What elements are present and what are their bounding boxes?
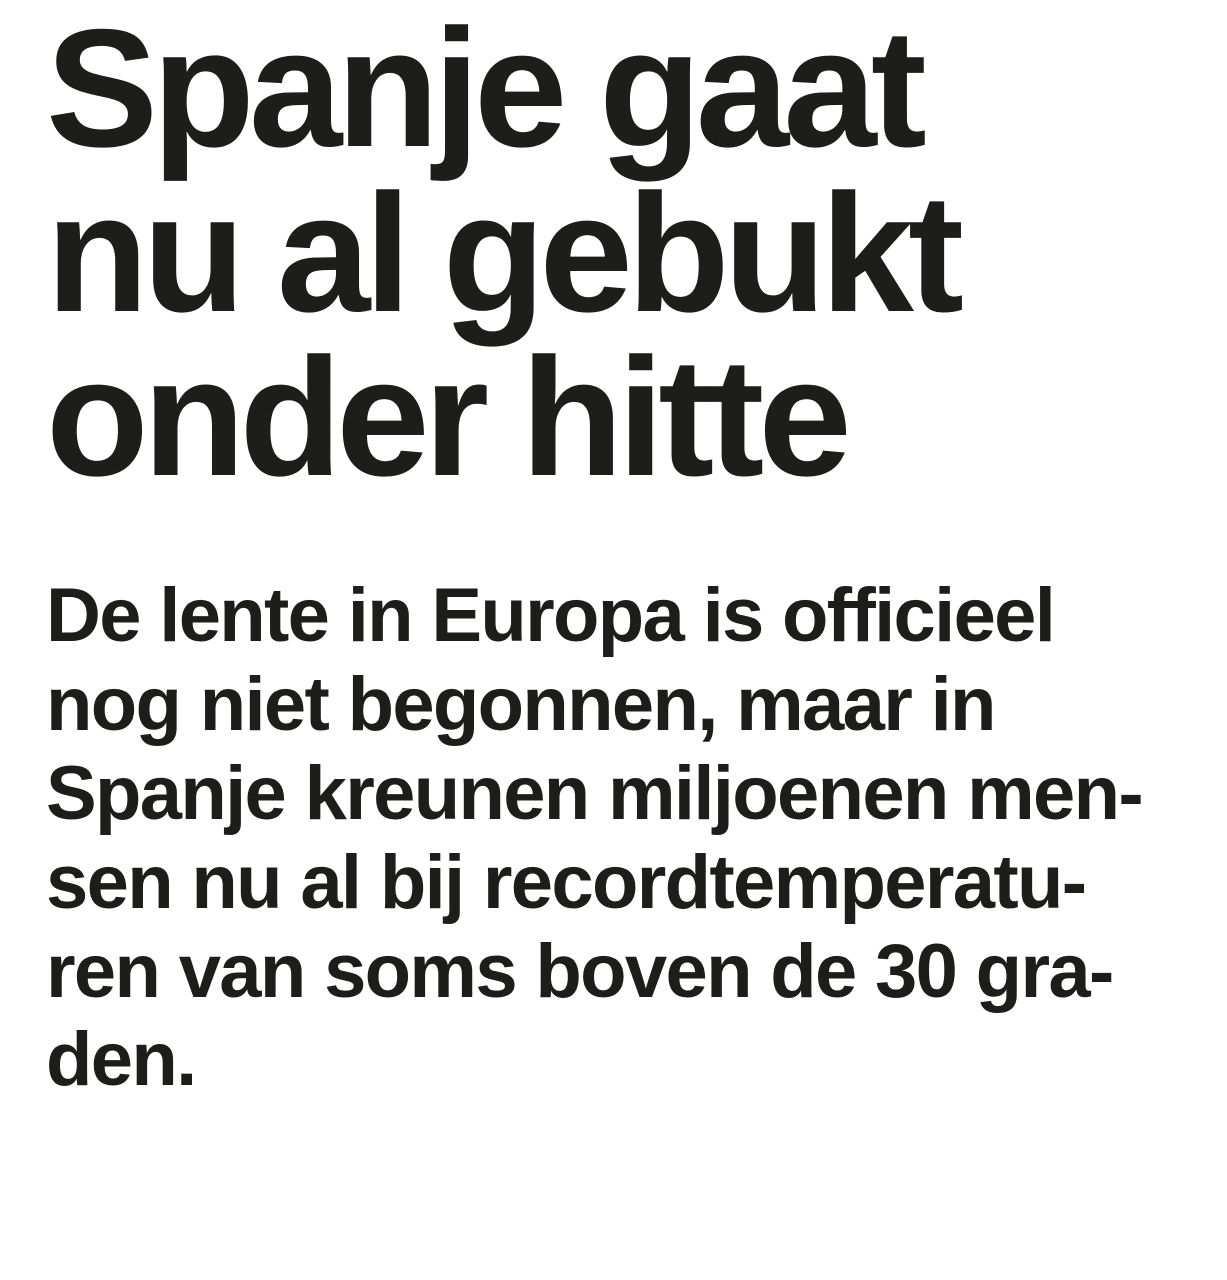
headline-line-1: Spanje gaat xyxy=(46,0,921,182)
article-standfirst xyxy=(46,500,1175,1105)
headline-line-2: nu al gebukt xyxy=(46,158,959,347)
headline-line-3: onder hitte xyxy=(46,323,846,512)
standfirst-line-4: sen nu al bij recordtemperatu- xyxy=(46,839,1086,925)
standfirst-line-6: den. xyxy=(46,1017,196,1103)
standfirst-line-5: ren van soms boven de 30 gra- xyxy=(46,928,1113,1014)
page-title xyxy=(46,0,1175,512)
standfirst-line-2: nog niet begonnen, maar in xyxy=(46,661,995,747)
standfirst-line-3: Spanje kreunen miljoenen men- xyxy=(46,750,1143,836)
standfirst-line-1: De lente in Europa is officieel xyxy=(46,572,1055,658)
